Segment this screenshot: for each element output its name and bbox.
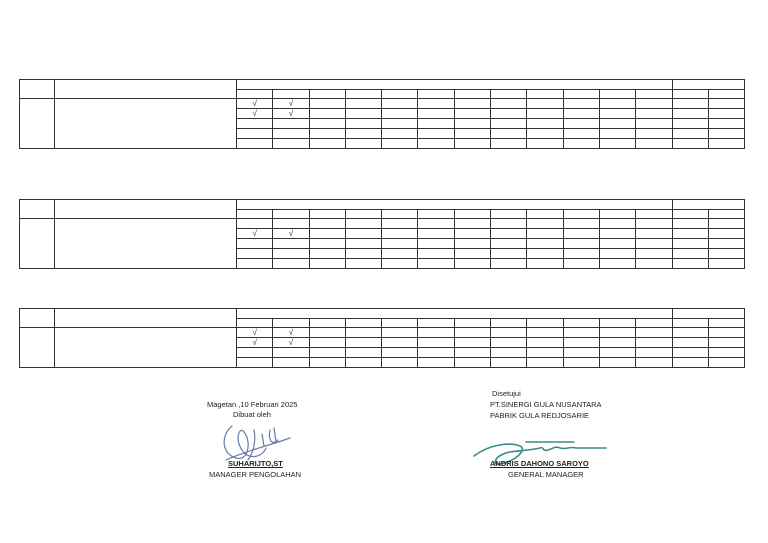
- company-name: PT.SINERGI GULA NUSANTARA: [490, 400, 602, 409]
- header-subcell: [237, 210, 273, 219]
- table-cell: [563, 229, 599, 239]
- table-cell: [418, 219, 454, 229]
- table-cell: [418, 358, 454, 368]
- table-cell: [527, 129, 563, 139]
- table-cell: [382, 358, 418, 368]
- table-cell: [636, 139, 672, 149]
- header-subcell: [309, 319, 345, 328]
- header-subcell: [599, 90, 635, 99]
- table-cell: [345, 139, 381, 149]
- check-mark-cell: [237, 119, 273, 129]
- table-cell: [454, 129, 490, 139]
- table-cell: [563, 139, 599, 149]
- table-cell: [527, 328, 563, 338]
- table-cell: [309, 219, 345, 229]
- table-cell: [708, 328, 744, 338]
- header-subcell: [672, 319, 708, 328]
- table-cell: [708, 239, 744, 249]
- check-mark-cell: [237, 358, 273, 368]
- table-cell: [454, 119, 490, 129]
- table-cell: [636, 249, 672, 259]
- table-cell: [491, 229, 527, 239]
- table-cell: [418, 129, 454, 139]
- table-cell: [708, 249, 744, 259]
- check-mark-cell: √: [237, 338, 273, 348]
- header-item-cell: [55, 200, 237, 219]
- table-cell: [708, 129, 744, 139]
- table-cell: [345, 249, 381, 259]
- table-cell: [563, 348, 599, 358]
- approved-label: Disetujui: [492, 389, 521, 398]
- table-cell: [454, 109, 490, 119]
- table-cell: [418, 99, 454, 109]
- header-item-cell: [55, 309, 237, 328]
- header-subcell: [599, 319, 635, 328]
- table-cell: [636, 219, 672, 229]
- header-subcell: [454, 90, 490, 99]
- header-no-cell: [20, 80, 55, 99]
- header-subcell: [636, 210, 672, 219]
- table-cell: [309, 139, 345, 149]
- table-cell: [309, 109, 345, 119]
- table-cell: [454, 239, 490, 249]
- header-subcell: [237, 319, 273, 328]
- header-subcell: [309, 210, 345, 219]
- header-subcell: [454, 210, 490, 219]
- table-cell: [527, 139, 563, 149]
- table-cell: [418, 239, 454, 249]
- table-cell: [708, 259, 744, 269]
- check-mark-cell: [273, 358, 309, 368]
- table-cell: [599, 358, 635, 368]
- table-cell: [418, 139, 454, 149]
- table-cell: [454, 338, 490, 348]
- table-cell: [345, 129, 381, 139]
- checklist-table-1: [19, 79, 745, 149]
- check-mark-cell: [273, 139, 309, 149]
- table-cell: [382, 328, 418, 338]
- table-cell: [382, 139, 418, 149]
- header-extra-cell: [672, 80, 744, 90]
- table-cell: [454, 219, 490, 229]
- table-cell: [563, 219, 599, 229]
- header-subcell: [273, 210, 309, 219]
- header-subcell: [418, 90, 454, 99]
- header-subcell: [418, 319, 454, 328]
- check-mark-cell: [237, 139, 273, 149]
- table-cell: [708, 119, 744, 129]
- table-cell: [599, 129, 635, 139]
- table-cell: [418, 249, 454, 259]
- header-subcell: [382, 319, 418, 328]
- table-cell: [599, 249, 635, 259]
- table-cell: [672, 119, 708, 129]
- check-mark-cell: [237, 239, 273, 249]
- table-cell: [599, 109, 635, 119]
- table-cell: [599, 338, 635, 348]
- header-subcell: [237, 90, 273, 99]
- table-cell: [636, 129, 672, 139]
- header-subcell: [527, 319, 563, 328]
- table-cell: [708, 338, 744, 348]
- header-subcell: [636, 319, 672, 328]
- table-cell: [563, 239, 599, 249]
- table-cell: [345, 348, 381, 358]
- check-mark-cell: [237, 348, 273, 358]
- table-cell: [382, 229, 418, 239]
- table-cell: [309, 338, 345, 348]
- table-cell: [636, 99, 672, 109]
- table-cell: [636, 358, 672, 368]
- table-cell: [309, 259, 345, 269]
- table-cell: [309, 348, 345, 358]
- table-cell: [309, 328, 345, 338]
- check-mark-cell: [237, 219, 273, 229]
- table-cell: [708, 139, 744, 149]
- table-cell: [418, 348, 454, 358]
- table-cell: [309, 239, 345, 249]
- check-mark-cell: √: [237, 99, 273, 109]
- table-cell: [382, 259, 418, 269]
- table-cell: [599, 229, 635, 239]
- table-cell: [491, 99, 527, 109]
- header-subcell: [708, 210, 744, 219]
- table-cell: [563, 99, 599, 109]
- table-cell: [454, 229, 490, 239]
- table-cell: [672, 338, 708, 348]
- table-cell: [708, 348, 744, 358]
- table-cell: [382, 219, 418, 229]
- header-subcell: [527, 90, 563, 99]
- check-mark-cell: [237, 249, 273, 259]
- header-subcell: [309, 90, 345, 99]
- table-cell: [382, 249, 418, 259]
- table-cell: [636, 348, 672, 358]
- header-no-cell: [20, 309, 55, 328]
- signer-name-right: ANDRIS DAHONO SAROYO: [490, 459, 589, 468]
- table-cell: [345, 99, 381, 109]
- item-description-cell: [55, 328, 237, 368]
- header-subcell: [382, 90, 418, 99]
- table-cell: [563, 119, 599, 129]
- table-cell: [454, 328, 490, 338]
- table-cell: [563, 338, 599, 348]
- table-cell: [527, 259, 563, 269]
- table-cell: [527, 338, 563, 348]
- table-cell: [418, 109, 454, 119]
- header-period-cell: [237, 200, 673, 210]
- header-subcell: [273, 90, 309, 99]
- header-period-cell: [237, 309, 673, 319]
- table-cell: [345, 338, 381, 348]
- table-cell: [382, 129, 418, 139]
- table-cell: [345, 328, 381, 338]
- table-cell: [527, 348, 563, 358]
- table-cell: [708, 219, 744, 229]
- header-subcell: [491, 90, 527, 99]
- check-mark-cell: [273, 119, 309, 129]
- header-subcell: [599, 210, 635, 219]
- header-no-cell: [20, 200, 55, 219]
- table-row: [20, 328, 745, 338]
- table-cell: [636, 259, 672, 269]
- table-cell: [418, 328, 454, 338]
- table-cell: [491, 119, 527, 129]
- row-number-cell: [20, 328, 55, 368]
- factory-name: PABRIK GULA REDJOSARIE: [490, 411, 590, 420]
- header-subcell: [672, 210, 708, 219]
- table-cell: [491, 259, 527, 269]
- header-subcell: [382, 210, 418, 219]
- table-cell: [345, 229, 381, 239]
- table-cell: [345, 219, 381, 229]
- table-cell: [454, 358, 490, 368]
- table-cell: [599, 328, 635, 338]
- table-cell: [382, 109, 418, 119]
- header-subcell: [563, 319, 599, 328]
- table-cell: [672, 328, 708, 338]
- item-description-cell: [55, 219, 237, 269]
- table-cell: [527, 249, 563, 259]
- check-mark-cell: [237, 259, 273, 269]
- table-cell: [418, 259, 454, 269]
- table-cell: [672, 358, 708, 368]
- check-mark-cell: [273, 348, 309, 358]
- table-cell: [491, 328, 527, 338]
- table-cell: [636, 229, 672, 239]
- table-cell: [672, 259, 708, 269]
- table-cell: [563, 109, 599, 119]
- row-number-cell: [20, 99, 55, 149]
- table-cell: [491, 239, 527, 249]
- signer-title-left: MANAGER PENGOLAHAN: [209, 470, 302, 479]
- table-cell: [491, 249, 527, 259]
- header-extra-cell: [672, 200, 744, 210]
- header-subcell: [345, 210, 381, 219]
- table-cell: [345, 259, 381, 269]
- table-cell: [708, 99, 744, 109]
- header-subcell: [563, 90, 599, 99]
- checklist-table-2: [19, 199, 745, 269]
- check-mark-cell: √: [273, 328, 309, 338]
- check-mark-cell: [273, 239, 309, 249]
- header-subcell: [491, 210, 527, 219]
- table-cell: [382, 348, 418, 358]
- table-cell: [491, 139, 527, 149]
- table-cell: [309, 99, 345, 109]
- table-cell: [599, 259, 635, 269]
- table-cell: [672, 139, 708, 149]
- table-cell: [672, 99, 708, 109]
- table-cell: [382, 239, 418, 249]
- table-cell: [309, 129, 345, 139]
- table-cell: [418, 119, 454, 129]
- table-cell: [491, 129, 527, 139]
- table-cell: [527, 358, 563, 368]
- table-cell: [563, 259, 599, 269]
- table-cell: [563, 249, 599, 259]
- header-subcell: [345, 319, 381, 328]
- check-mark-cell: [237, 129, 273, 139]
- check-mark-cell: [273, 249, 309, 259]
- header-subcell: [418, 210, 454, 219]
- header-period-cell: [237, 80, 673, 90]
- table-cell: [491, 219, 527, 229]
- table-cell: [382, 119, 418, 129]
- table-cell: [599, 219, 635, 229]
- table-cell: [309, 358, 345, 368]
- item-description-cell: [55, 99, 237, 149]
- check-mark-cell: √: [273, 99, 309, 109]
- table-cell: [563, 358, 599, 368]
- signer-name-left: SUHARIJTO,ST: [228, 459, 283, 468]
- table-cell: [636, 338, 672, 348]
- check-mark-cell: √: [273, 109, 309, 119]
- header-subcell: [273, 319, 309, 328]
- table-cell: [527, 219, 563, 229]
- header-row: [20, 80, 745, 90]
- header-subcell: [345, 90, 381, 99]
- table-cell: [563, 129, 599, 139]
- table-cell: [418, 338, 454, 348]
- header-subcell: [563, 210, 599, 219]
- table-cell: [309, 119, 345, 129]
- table-row: [20, 219, 745, 229]
- table-cell: [672, 219, 708, 229]
- check-mark-cell: √: [237, 328, 273, 338]
- table-cell: [599, 239, 635, 249]
- table-cell: [491, 109, 527, 119]
- table-cell: [454, 348, 490, 358]
- table-cell: [636, 328, 672, 338]
- table-cell: [672, 348, 708, 358]
- table-cell: [382, 99, 418, 109]
- table-cell: [491, 348, 527, 358]
- table-cell: [418, 229, 454, 239]
- table-cell: [672, 249, 708, 259]
- table-cell: [672, 109, 708, 119]
- check-mark-cell: √: [237, 109, 273, 119]
- table-cell: [491, 358, 527, 368]
- table-cell: [672, 239, 708, 249]
- header-row: [20, 200, 745, 210]
- table-cell: [491, 338, 527, 348]
- table-cell: [599, 139, 635, 149]
- header-subcell: [708, 319, 744, 328]
- table-cell: [599, 99, 635, 109]
- check-mark-cell: √: [273, 229, 309, 239]
- check-mark-cell: [273, 219, 309, 229]
- table-cell: [454, 139, 490, 149]
- header-subcell: [636, 90, 672, 99]
- place-date: Magetan ,10 Februari 2025: [207, 400, 298, 409]
- table-cell: [636, 109, 672, 119]
- table-cell: [672, 229, 708, 239]
- table-cell: [454, 259, 490, 269]
- table-cell: [563, 328, 599, 338]
- header-row: [20, 309, 745, 319]
- made-by-label: Dibuat oleh: [233, 410, 271, 419]
- table-row: [20, 99, 745, 109]
- table-cell: [309, 229, 345, 239]
- table-cell: [309, 249, 345, 259]
- table-cell: [382, 338, 418, 348]
- table-cell: [708, 358, 744, 368]
- table-cell: [672, 129, 708, 139]
- header-subcell: [672, 90, 708, 99]
- table-cell: [708, 109, 744, 119]
- table-cell: [527, 239, 563, 249]
- check-mark-cell: √: [273, 338, 309, 348]
- table-cell: [636, 239, 672, 249]
- table-cell: [454, 99, 490, 109]
- signer-title-right: GENERAL MANAGER: [508, 470, 584, 479]
- check-mark-cell: √: [237, 229, 273, 239]
- table-cell: [636, 119, 672, 129]
- table-cell: [345, 239, 381, 249]
- table-cell: [527, 109, 563, 119]
- check-mark-cell: [273, 129, 309, 139]
- table-cell: [527, 229, 563, 239]
- table-cell: [599, 119, 635, 129]
- row-number-cell: [20, 219, 55, 269]
- header-subcell: [491, 319, 527, 328]
- checklist-table-3: [19, 308, 745, 368]
- table-cell: [708, 229, 744, 239]
- table-cell: [454, 249, 490, 259]
- header-subcell: [527, 210, 563, 219]
- header-subcell: [454, 319, 490, 328]
- check-mark-cell: [273, 259, 309, 269]
- table-cell: [599, 348, 635, 358]
- table-cell: [345, 358, 381, 368]
- table-cell: [527, 119, 563, 129]
- table-cell: [527, 99, 563, 109]
- table-cell: [345, 109, 381, 119]
- header-extra-cell: [672, 309, 744, 319]
- header-item-cell: [55, 80, 237, 99]
- table-cell: [345, 119, 381, 129]
- header-subcell: [708, 90, 744, 99]
